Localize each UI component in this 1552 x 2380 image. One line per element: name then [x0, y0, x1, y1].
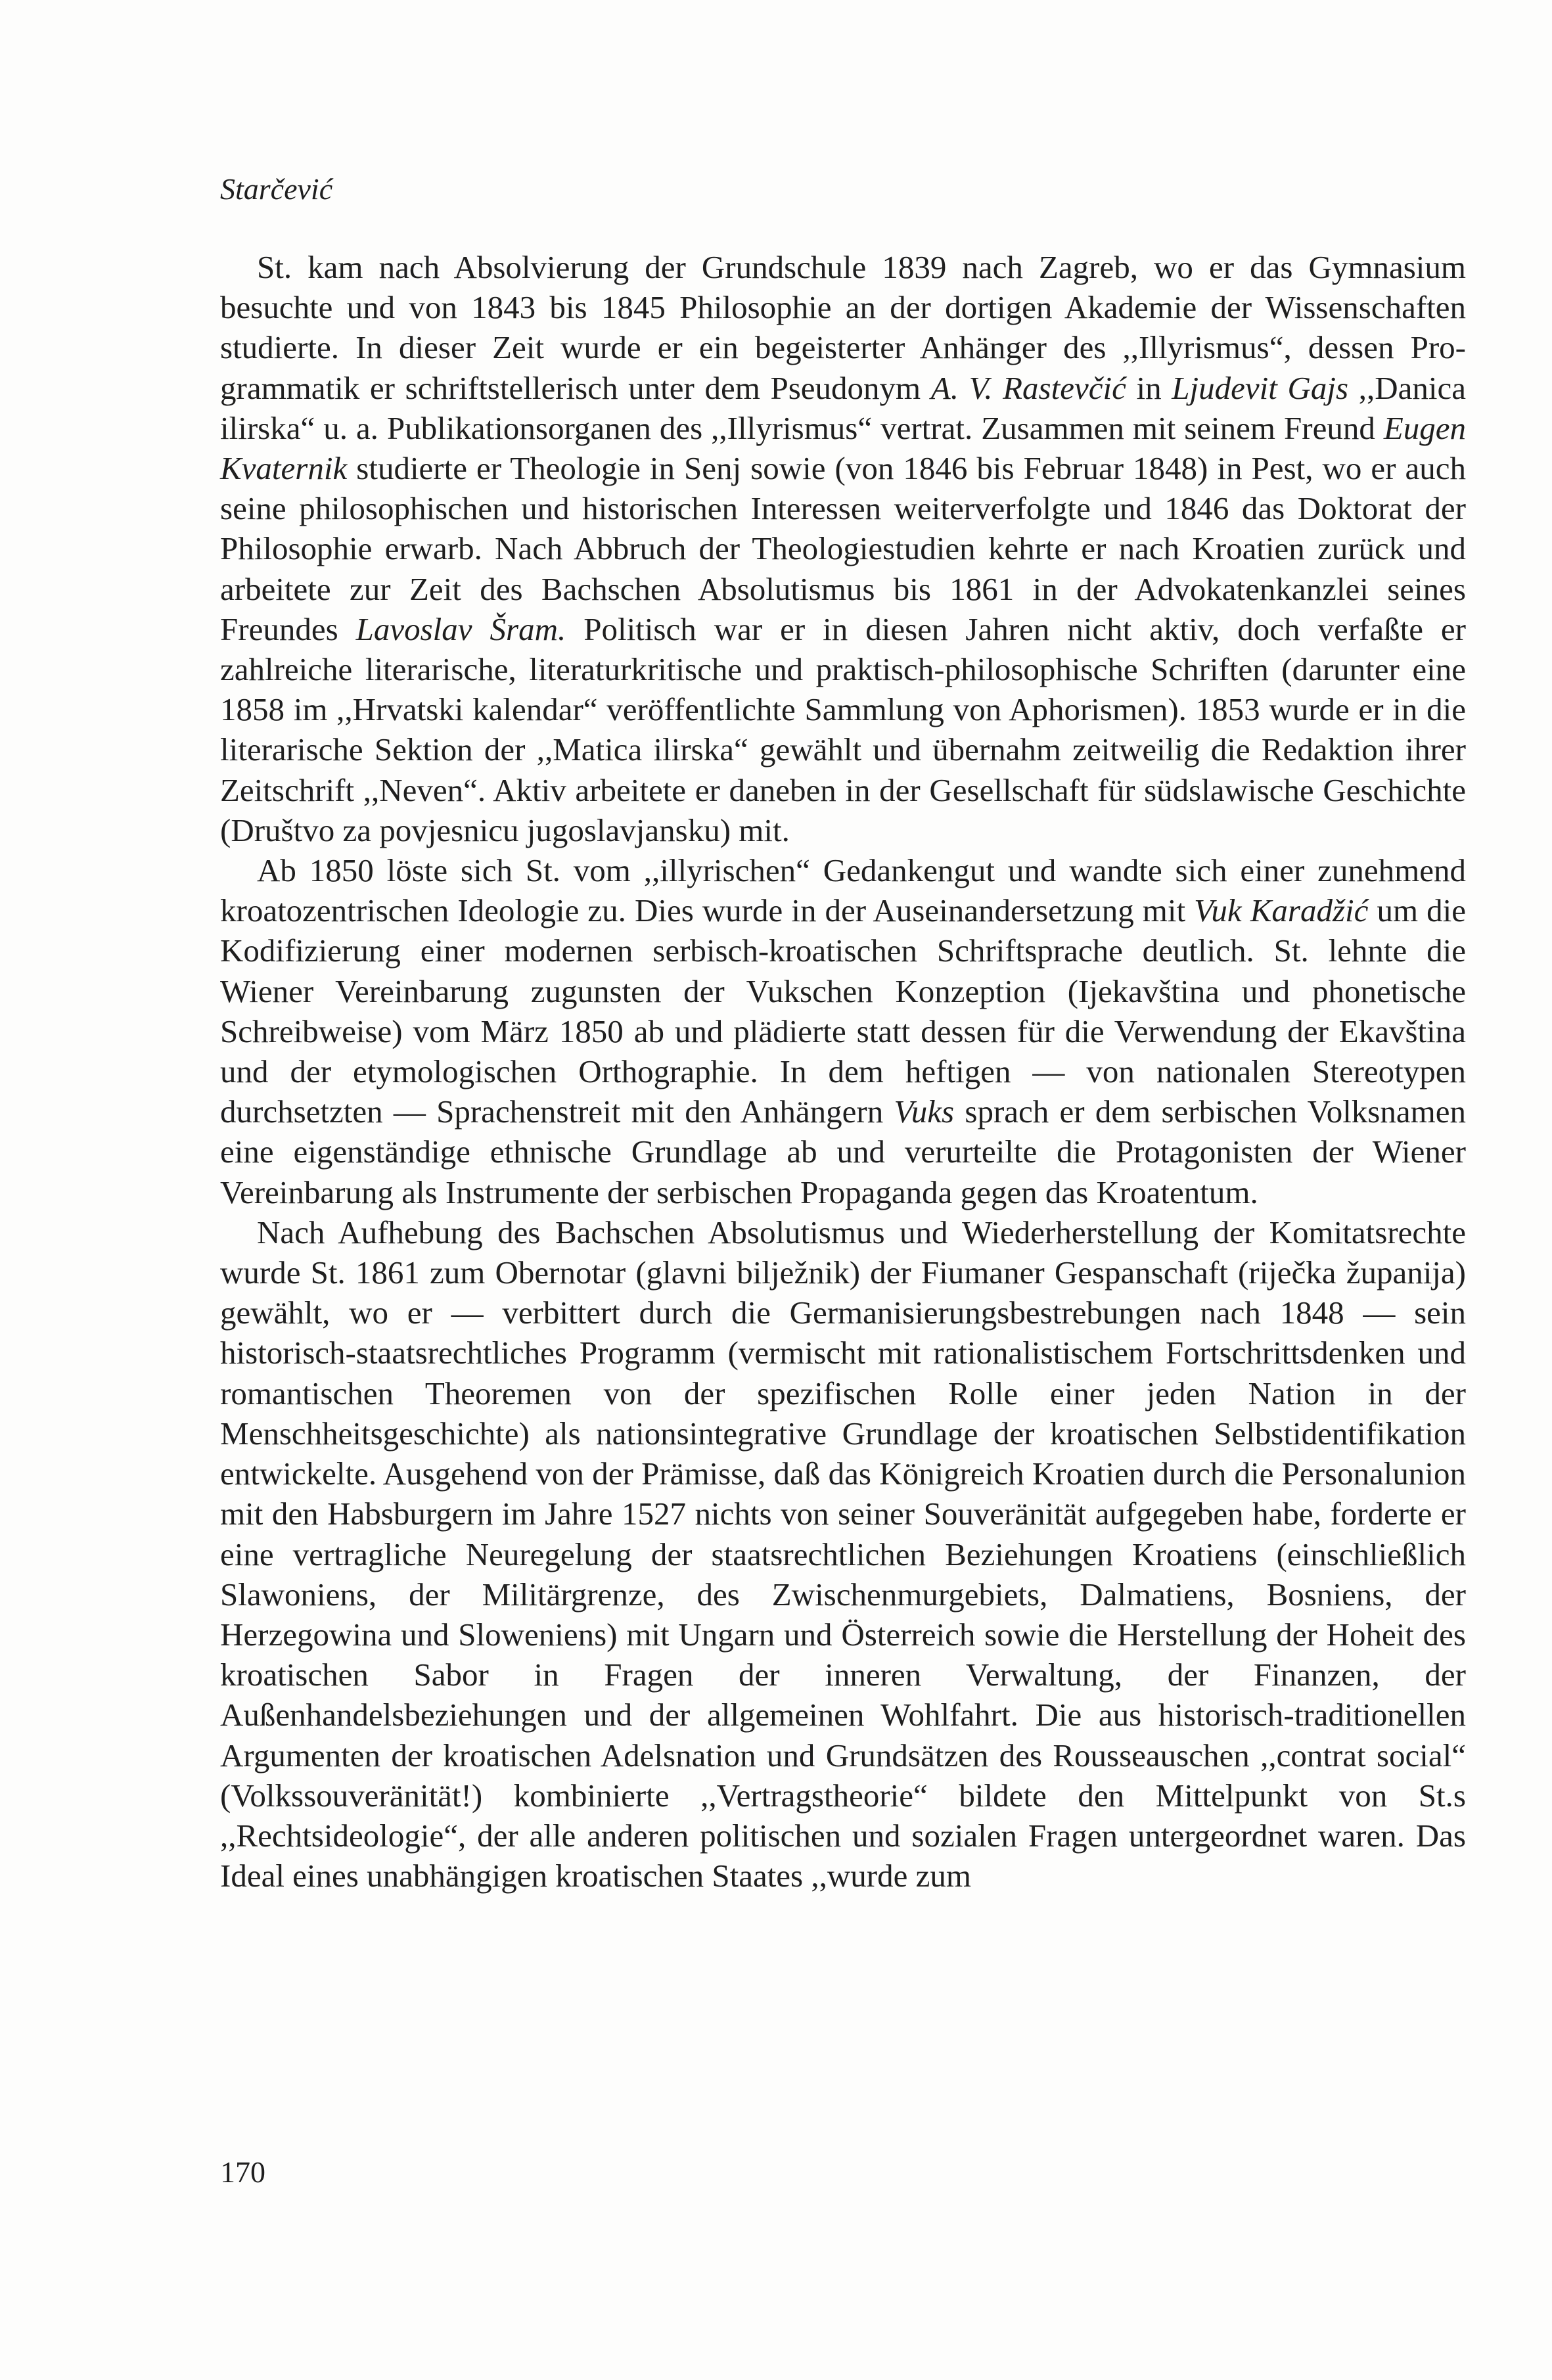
- italic-name: Ljudevit Gajs: [1172, 369, 1349, 406]
- text-run: um die Kodifizierung einer modernen serbisch-kroatischen Schriftsprache deutlich. St. lehnte die Wiener Vereinbarung zugunsten der Vukschen Konzeption (Ijekavština und phonetische Schreibweise) vom März 1850 ab und plädierte statt dessen für die Verwendung der Ekavština und der etymologischen Orthographie. In dem heftigen — von nationalen Stereotypen durchsetzten — Sprachenstreit mit den Anhängern: [220, 892, 1466, 1130]
- text-run: Ab 1850 löste sich St. vom ,,illyrischen“ Gedankengut und wandte sich einer zunehmend kroatozentrischen Ideologie zu. Dies wurde in der Auseinandersetzung mit: [220, 852, 1466, 929]
- paragraph-1: [220, 247, 1466, 850]
- text-run: Politisch war er in diesen Jahren nicht aktiv, doch verfaßte er zahlreiche literarische, literaturkritische und praktisch-philosophische Schriften (darunter eine 1858 im ,,Hrvatski kalendar“ veröffentlichte Sammlung von Aphorismen). 1853 wurde er in die literarische Sektion der ,,Matica ilirska“ gewählt und übernahm zeitweilig die Redaktion ihrer Zeitschrift ,,Neven“. Aktiv arbeitete er daneben in der Gesellschaft für südslawische Geschichte (Društvo za povjesnicu jugoslavjansku) mit.: [220, 610, 1466, 848]
- text-run: sprach er dem serbischen Volksnamen eine eigenständige ethnische Grundlage ab und verurteilte die Protagonisten der Wiener Vereinbarung als Instrumente der serbischen Propaganda gegen das Kroatentum.: [220, 1093, 1466, 1210]
- italic-name: Vuks: [894, 1093, 955, 1130]
- paragraph-3: [220, 1212, 1466, 1896]
- italic-name: Vuk Karadžić: [1194, 892, 1369, 929]
- text-run: studierte er Theologie in Senj sowie (von 1846 bis Februar 1848) in Pest, wo er auch seine philosophischen und historischen Interessen weiterverfolgte und 1846 das Doktorat der Philosophie erwarb. Nach Abbruch der Theologiestudien kehrte er nach Kroatien zurück und arbeitete zur Zeit des Bachschen Absolutismus bis 1861 in der Advokatenkanzlei seines Freundes: [220, 450, 1466, 647]
- text-run: Nach Aufhebung des Bachschen Absolutismus und Wiederherstellung der Komitatsrechte wurde St. 1861 zum Obernotar (glavni bilježnik) der Fiumaner Gespanschaft (riječka županija) gewählt, wo er — verbittert durch die Germanisierungsbestrebungen nach 1848 — sein historisch-staatsrechtliches Programm (vermischt mit rationalistischem Fortschrittsdenken und romantischen Theoremen von der spezifischen Rolle einer jeden Nation in der Menschheitsgeschichte) als nationsintegrative Grundlage der kroatischen Selbstidentifikation entwickelte. Ausgehend von der Prämisse, daß das Königreich Kroatien durch die Personalunion mit den Habsburgern im Jahre 1527 nichts von seiner Souveränität aufgegeben habe, forderte er eine vertragliche Neuregelung der staatsrechtlichen Beziehungen Kroatiens (einschließlich Slawoniens, der Militärgrenze, des Zwischenmurgebiets, Dalmatiens, Bosniens, der Herzegowina und Sloweniens) mit Ungarn und Österreich sowie die Herstellung der Hoheit des kroatischen Sabor in Fragen der inneren Verwaltung, der Finanzen, der Außenhandelsbeziehungen und der allgemeinen Wohlfahrt. Die aus historisch-traditionellen Argumenten der kroatischen Adelsnation und Grundsätzen des Rousseauschen ,,contrat social“ (Volkssouveränität!) kombinierte ,,Vertragstheorie“ bildete den Mittelpunkt von St.s ,,Rechtsideologie“, der alle anderen politischen und sozialen Fragen untergeordnet waren. Das Ideal eines unabhängigen kroatischen Staates ,,wurde zum: [220, 1214, 1466, 1894]
- italic-name: Lavoslav Šram.: [355, 610, 566, 647]
- page-number: 170: [220, 2155, 265, 2189]
- italic-name: Eugen Kvaternik: [220, 409, 1466, 487]
- text-run: in: [1126, 369, 1172, 406]
- text-run: St. kam nach Absolvierung der Grundschule 1839 nach Zagreb, wo er das Gymnasium besuchte und von 1843 bis 1845 Philosophie an der dortigen Akademie der Wissenschaften studierte. In dieser Zeit wurde er ein begeisterter Anhänger des ,,Illyrismus“, dessen Programmatik er schriftstellerisch unter dem Pseudonym: [220, 249, 1466, 406]
- body-text: [220, 247, 1466, 1896]
- text-run: ,,Danica ilirska“ u. a. Publikationsorganen des ,,Illyrismus“ vertrat. Zusammen mit seinem Freund: [220, 369, 1466, 446]
- paragraph-2: [220, 850, 1466, 1212]
- running-head: Starčević: [220, 172, 333, 206]
- italic-name: A. V. Rastevčić: [930, 369, 1126, 406]
